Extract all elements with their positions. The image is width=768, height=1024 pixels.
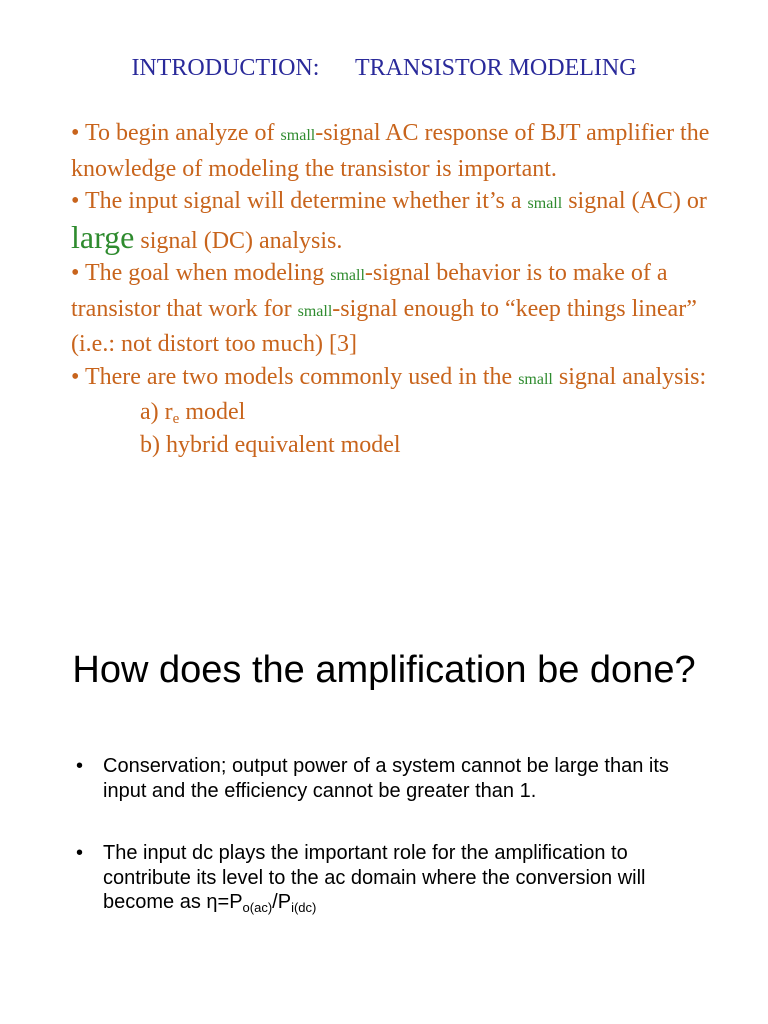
bullet-text: Conservation; output power of a system cannot be large than its input and the efficiency cannot be greater than 1. <box>103 755 669 802</box>
bullet-text-formula <box>103 841 696 915</box>
bullet-text: • There are two models commonly used in the <box>71 363 519 390</box>
bullet-text: -signal AC response of BJT amplifier the knowledge of modeling the transistor is important. <box>71 120 710 182</box>
large-word: large <box>71 218 135 255</box>
bullet-input-signal <box>71 185 731 257</box>
bullet-text: • The goal when modeling <box>71 260 331 286</box>
bullet-conservation <box>76 754 696 803</box>
small-word: small <box>297 302 333 320</box>
subscript-oac: o(ac) <box>242 900 273 915</box>
bullet-text: signal (DC) analysis. <box>134 227 343 254</box>
slide-title: INTRODUCTION: TRANSISTOR MODELING <box>131 55 637 81</box>
formula-slash: /P <box>272 891 292 913</box>
small-word: small <box>280 127 316 144</box>
bullet-text: -signal enough to “keep things linear” (i.e.: not distort too much) [3] <box>71 295 697 357</box>
item-text: a) r <box>140 399 173 425</box>
bullet-modeling-goal <box>71 257 731 361</box>
bullet-two-models <box>71 361 731 397</box>
subscript-e: e <box>172 411 180 427</box>
model-item-hybrid: b) hybrid equivalent model <box>140 431 401 458</box>
bullet-text: signal analysis: <box>552 363 707 390</box>
intro-bullets <box>71 117 731 461</box>
bullet-text: • To begin analyze of <box>71 120 281 146</box>
bullet-text: signal (AC) or <box>562 188 707 214</box>
model-item-re <box>71 396 731 429</box>
amplification-title: How does the amplification be done? <box>72 649 696 691</box>
bullet-text: -signal behavior is to make of a transistor that work for <box>71 260 668 322</box>
item-text: model <box>179 399 246 425</box>
small-word: small <box>518 370 553 388</box>
bullet-glyph: • <box>76 755 84 777</box>
bullet-input-dc <box>76 841 696 915</box>
small-word: small <box>527 195 563 212</box>
small-word: small <box>330 267 365 284</box>
bullet-text: The input dc plays the important role for the amplification to contribute its level to the ac domain where the conversion will become as η=P <box>103 842 646 913</box>
bullet-small-signal-ac <box>71 117 731 185</box>
bullet-text: • The input signal will determine whether it’s a <box>71 188 528 214</box>
amplification-bullets <box>76 754 696 915</box>
bullet-glyph: • <box>76 842 84 864</box>
subscript-idc: i(dc) <box>291 900 317 915</box>
